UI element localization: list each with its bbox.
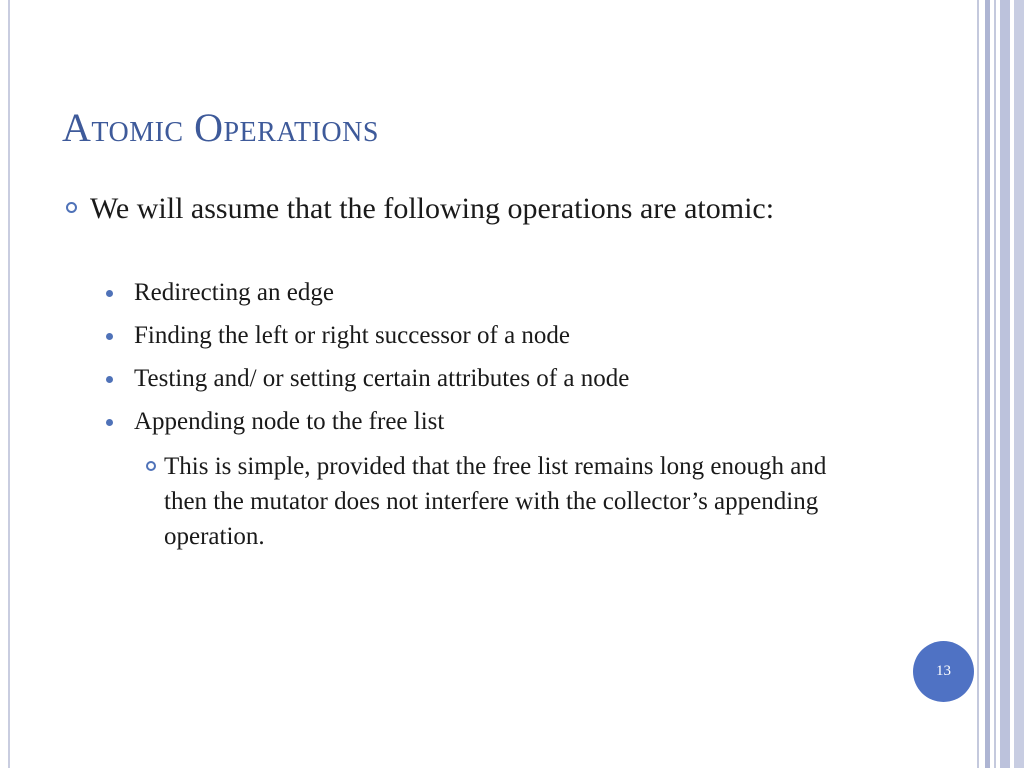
right-stripe-3 — [994, 0, 996, 768]
sub-bullet-text: Finding the left or right successor of a node — [134, 322, 571, 349]
dot-bullet-icon — [106, 419, 113, 426]
sub-bullet-list — [104, 277, 904, 449]
slide-title: Atomic Operations — [62, 105, 379, 150]
sub-bullet-text: Appending node to the free list — [134, 408, 445, 435]
right-stripe-4 — [1000, 0, 1010, 768]
left-border-line — [8, 0, 10, 768]
dot-bullet-icon — [106, 290, 113, 297]
sub-bullet-text: Redirecting an edge — [134, 279, 334, 306]
dot-bullet-icon — [106, 333, 113, 340]
bullet-level1 — [66, 190, 886, 228]
bullet-level1-text: We will assume that the following operations are atomic: — [90, 192, 775, 225]
sub-bullet-item — [104, 363, 904, 395]
sub-bullet-item — [104, 406, 904, 438]
sub-sub-bullet-text: This is simple, provided that the free list remains long enough and then the mutator does not interfere with the collector’s appending operation. — [164, 453, 827, 550]
sub-bullet-item — [104, 320, 904, 352]
right-stripe-5 — [1014, 0, 1024, 768]
sub-bullet-item — [104, 277, 904, 309]
dot-bullet-icon — [106, 376, 113, 383]
small-ring-bullet-icon — [146, 461, 156, 471]
ring-bullet-icon — [66, 202, 77, 213]
sub-sub-bullet — [146, 449, 866, 554]
page-number-badge: 13 — [913, 641, 974, 702]
right-stripe-2 — [985, 0, 990, 768]
sub-bullet-text: Testing and/ or setting certain attributes of a node — [134, 365, 630, 392]
right-stripe-1 — [977, 0, 979, 768]
